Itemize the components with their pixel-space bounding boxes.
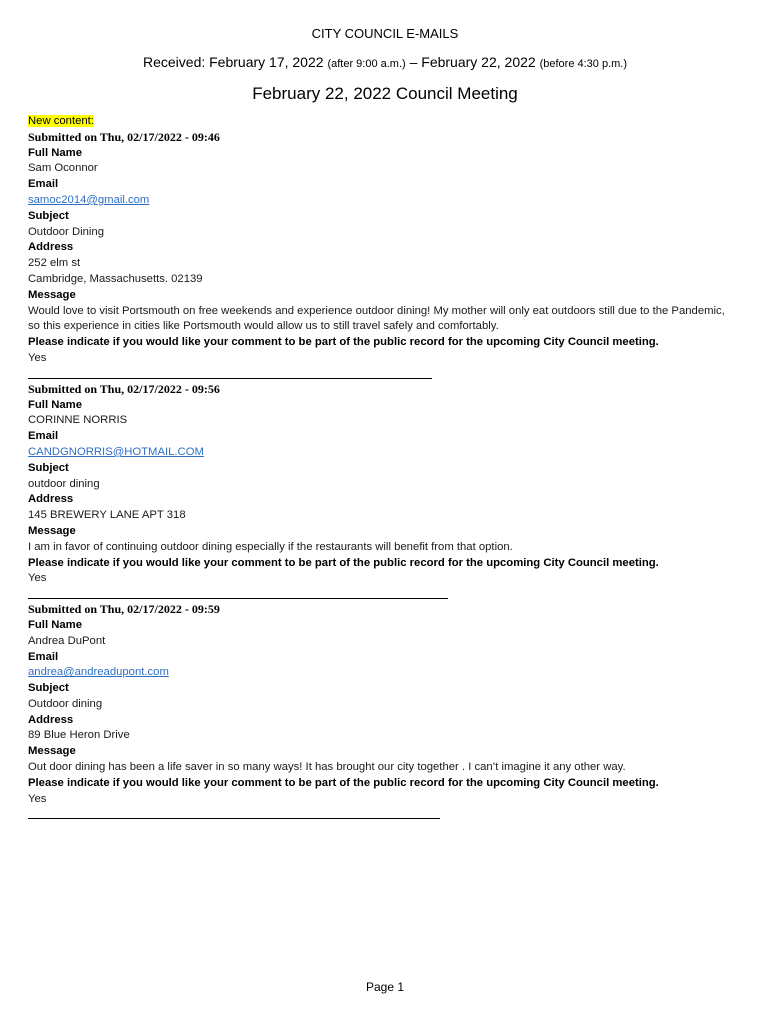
email-link[interactable]: andrea@andreadupont.com (28, 666, 169, 679)
address-line: 89 Blue Heron Drive (28, 729, 130, 742)
address-line: Cambridge, Massachusetts. 02139 (28, 272, 203, 285)
message-value: Out door dining has been a life saver in so many ways! It has brought our city together . I can’t imagine it any other way. (28, 761, 626, 774)
new-content-label: New content: (28, 115, 94, 127)
address-label: Address (28, 493, 74, 506)
meeting-heading: February 22, 2022 Council Meeting (252, 84, 518, 103)
message-label: Message (28, 288, 76, 301)
address-label: Address (28, 241, 74, 254)
separator-rule (28, 598, 448, 599)
separator-rule (28, 378, 432, 379)
public-record-label: Please indicate if you would like your comment to be part of the public record for the upcoming City Council meeting. (28, 556, 659, 569)
subject-value: Outdoor dining (28, 697, 103, 710)
full-name-value: Sam Oconnor (28, 162, 98, 175)
email-label: Email (28, 430, 59, 443)
full-name-label: Full Name (28, 618, 82, 631)
full-name-label: Full Name (28, 146, 82, 159)
document-title: CITY COUNCIL E-MAILS (311, 26, 459, 41)
submission (28, 382, 728, 599)
full-name-value: Andrea DuPont (28, 634, 106, 647)
public-record-label: Please indicate if you would like your comment to be part of the public record for the upcoming City Council meeting. (28, 336, 659, 349)
submission (28, 130, 728, 379)
submission-date: Submitted on Thu, 02/17/2022 - 09:56 (28, 381, 220, 396)
submission (28, 602, 728, 819)
subject-value: Outdoor Dining (28, 225, 104, 238)
message-value: Would love to visit Portsmouth on free weekends and experience outdoor dining! My mother will only eat outdoors still due to the Pandemic, so this experience in cities like Portsmouth would allow us to still travel safely and comfortably. (28, 304, 725, 333)
subject-label: Subject (28, 461, 69, 474)
email-link[interactable]: CANDGNORRIS@HOTMAIL.COM (28, 445, 204, 458)
submission-date: Submitted on Thu, 02/17/2022 - 09:59 (28, 602, 220, 617)
address-line: 145 BREWERY LANE APT 318 (28, 509, 186, 522)
message-value: I am in favor of continuing outdoor dining especially if the restaurants will benefit from that option. (28, 540, 513, 553)
email-link[interactable]: samoc2014@gmail.com (28, 193, 150, 206)
full-name-label: Full Name (28, 398, 82, 411)
message-label: Message (28, 524, 76, 537)
subject-value: outdoor dining (28, 477, 100, 490)
public-record-value: Yes (28, 572, 47, 585)
public-record-label: Please indicate if you would like your comment to be part of the public record for the upcoming City Council meeting. (28, 776, 659, 789)
address-label: Address (28, 713, 74, 726)
full-name-value: CORINNE NORRIS (28, 414, 128, 427)
address-line: 252 elm st (28, 257, 81, 270)
subject-label: Subject (28, 682, 69, 695)
message-label: Message (28, 745, 76, 758)
email-label: Email (28, 650, 59, 663)
email-list (28, 114, 728, 822)
received-after-note: (after 9:00 a.m.) (327, 58, 406, 70)
received-end: – February 22, 2022 (405, 54, 540, 70)
public-record-value: Yes (28, 351, 47, 364)
separator-rule (28, 818, 440, 819)
received-before-note: (before 4:30 p.m.) (539, 58, 628, 70)
page-number: Page 1 (365, 980, 405, 994)
email-label: Email (28, 178, 59, 191)
submission-date: Submitted on Thu, 02/17/2022 - 09:46 (28, 129, 220, 144)
received-start: Received: February 17, 2022 (142, 54, 328, 70)
public-record-value: Yes (28, 792, 47, 805)
subject-label: Subject (28, 209, 69, 222)
received-range (0, 54, 770, 70)
